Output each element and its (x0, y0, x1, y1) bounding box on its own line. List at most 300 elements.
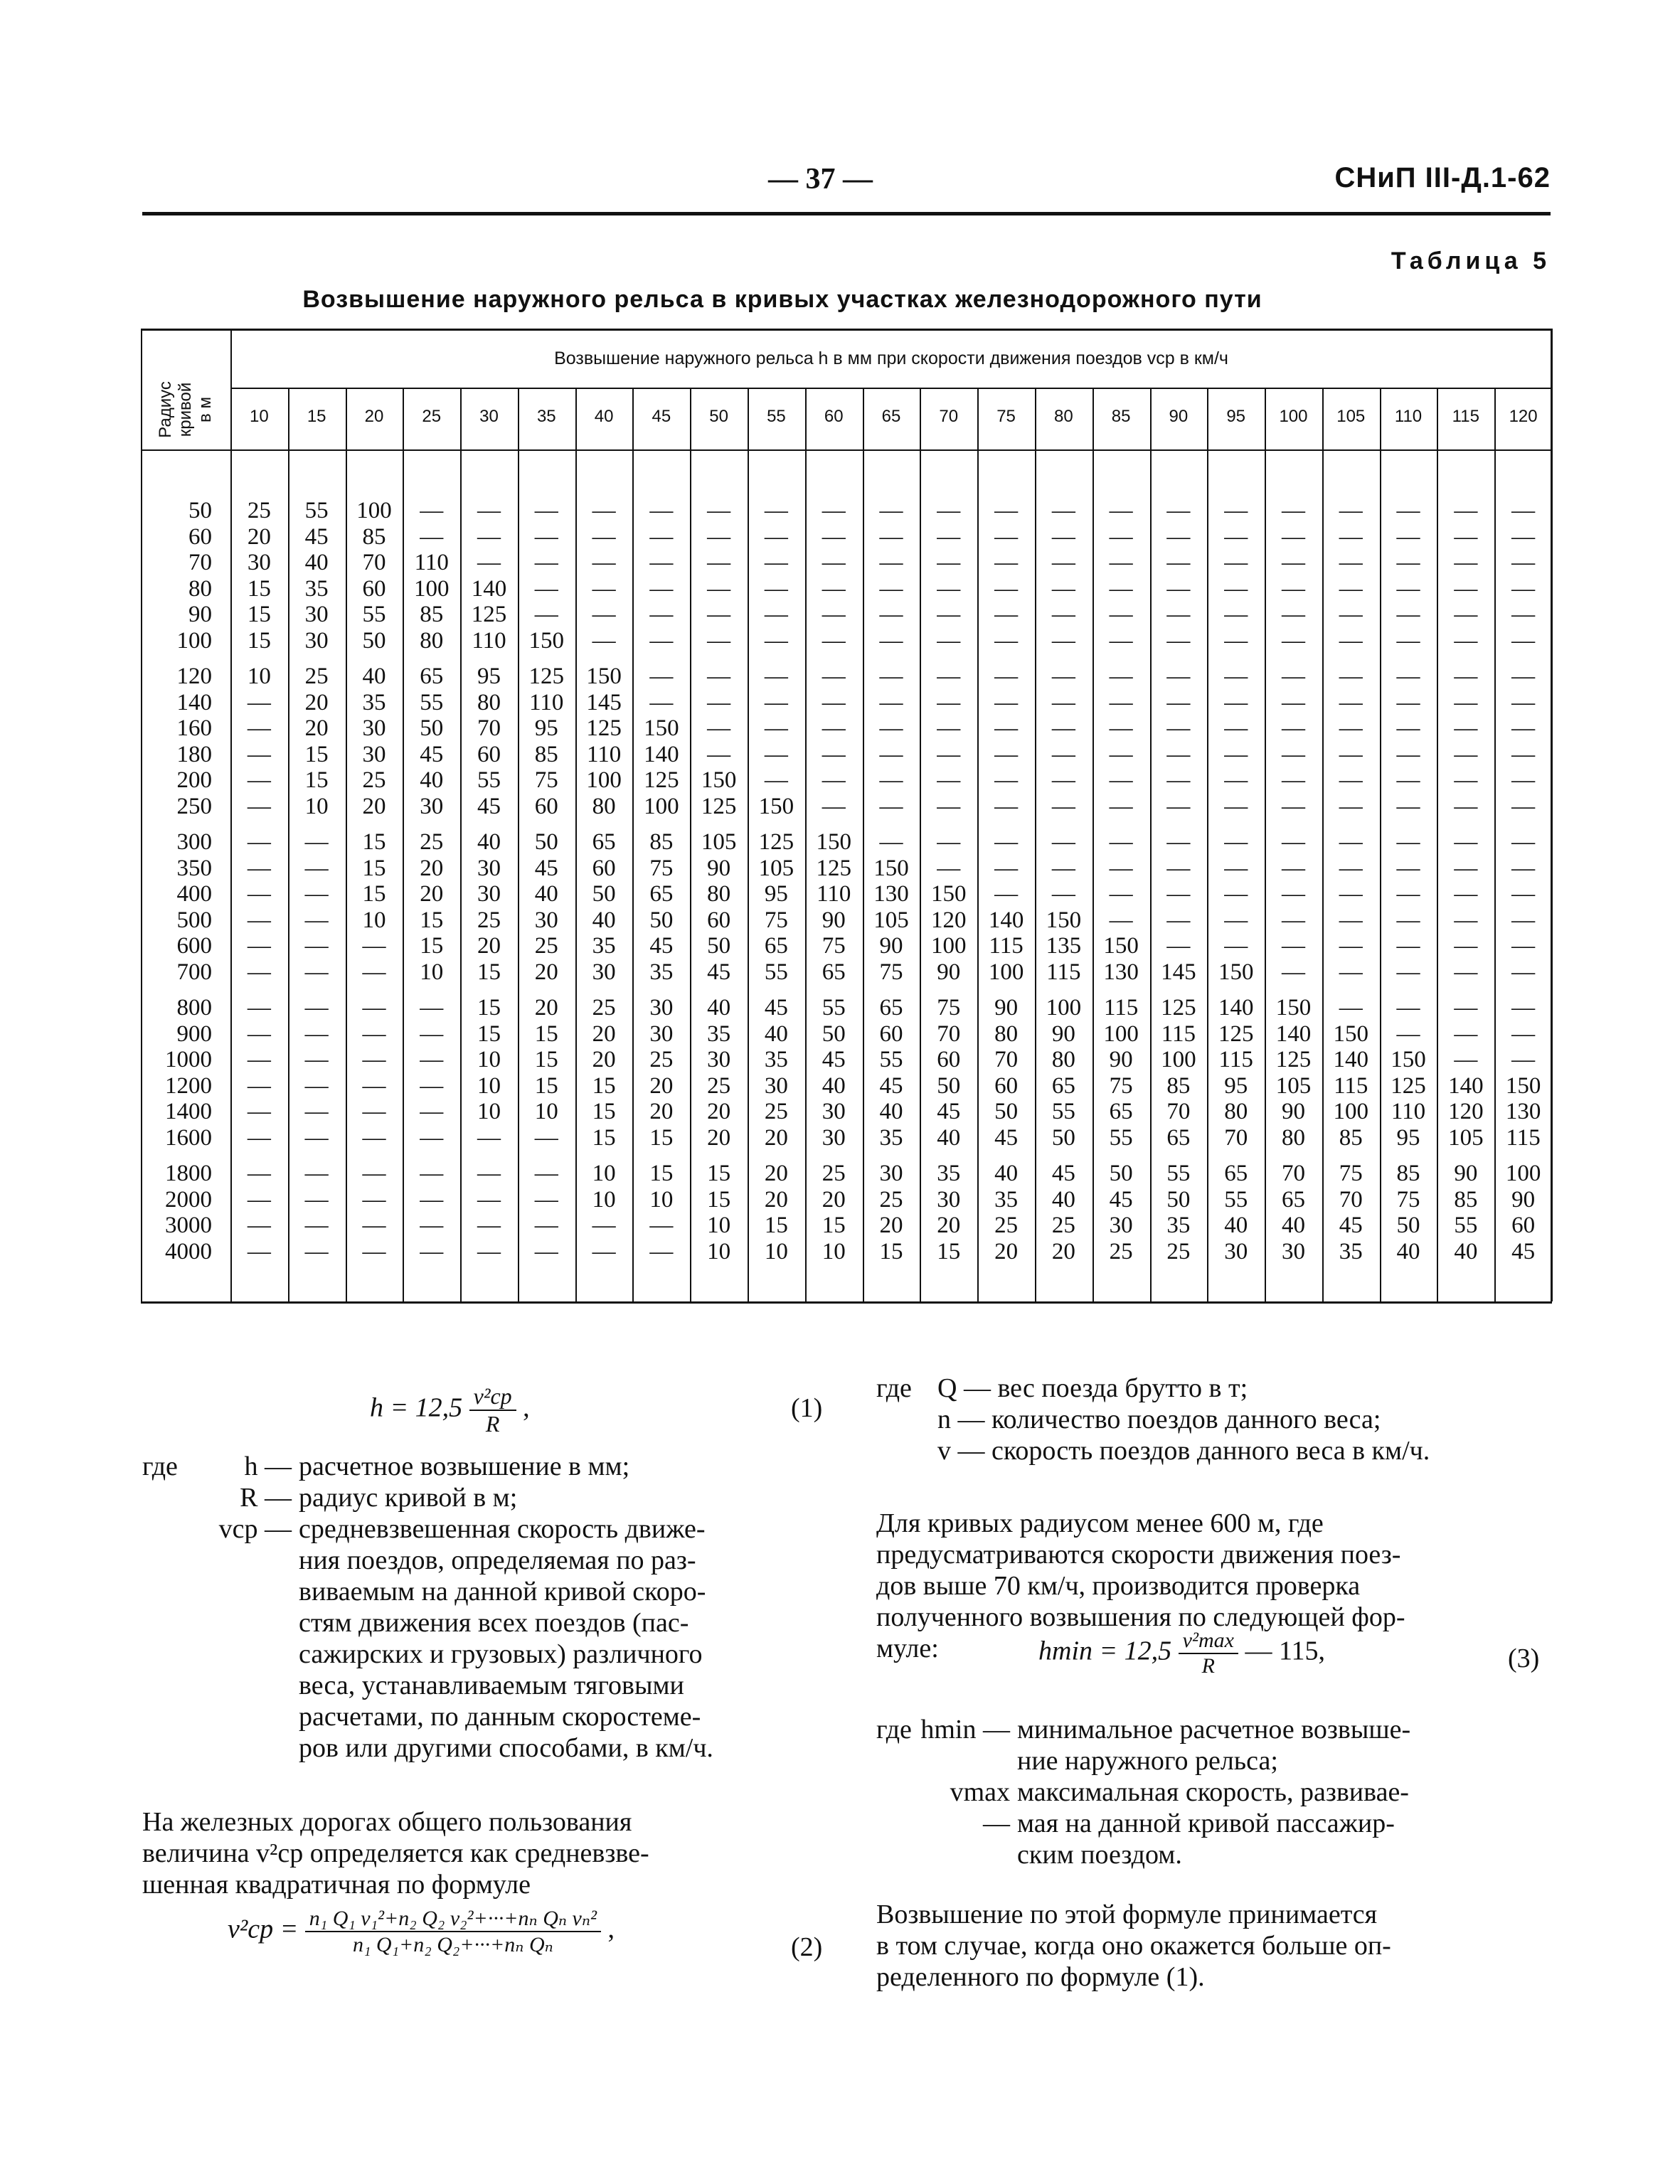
table-cell: — (822, 498, 846, 523)
table-cell: — (1051, 793, 1075, 819)
radius-value: 600 (176, 933, 212, 959)
table-cell: — (247, 1072, 271, 1099)
table-cell: — (247, 793, 271, 819)
table-cell: — (1339, 550, 1363, 575)
table-cell: 60 (879, 1021, 903, 1047)
speed-header: 40 (594, 407, 614, 426)
table-cell: — (1051, 715, 1075, 741)
table-cell: — (247, 855, 271, 881)
table-cell: 140 (471, 575, 507, 602)
formula-3-tail: — 115, (1245, 1636, 1326, 1666)
table-cell: — (994, 881, 1019, 907)
speed-header: 15 (307, 407, 326, 426)
table-cell: — (420, 1072, 444, 1099)
table-cell: — (707, 689, 731, 715)
table-cell: — (1396, 741, 1420, 767)
table-cell: 85 (1339, 1124, 1363, 1151)
table-cell: 45 (707, 959, 731, 985)
table-cell: 10 (477, 1099, 501, 1124)
table-cell: — (247, 1186, 271, 1213)
table-cell: 70 (1224, 1124, 1248, 1151)
table-cell: 140 (644, 741, 679, 767)
table-cell: 20 (649, 1072, 674, 1099)
table-cell: 100 (931, 933, 967, 959)
table-cell: 20 (304, 715, 329, 741)
table-cell: 60 (994, 1072, 1019, 1099)
radius-value: 100 (176, 627, 212, 654)
table-cell: — (1339, 523, 1363, 550)
table-cell: — (937, 829, 961, 855)
table-cell: 20 (764, 1124, 788, 1151)
table-cell: — (1166, 715, 1191, 741)
table-cell: — (994, 855, 1019, 881)
def-r-text: радиус кривой в м; (299, 1483, 518, 1513)
table-cell: — (707, 715, 731, 741)
table-bottom-rule (141, 1301, 1552, 1304)
table-cell: 20 (420, 855, 444, 881)
table-cell: — (1454, 664, 1478, 689)
text-line: предусматриваются скорости движения поез- (876, 1540, 1401, 1570)
text-line: веса, устанавливаемым тяговыми (299, 1671, 684, 1700)
table-cell: 25 (764, 1099, 788, 1124)
table-cell: — (1166, 829, 1191, 855)
speed-header: 35 (536, 407, 556, 426)
table-cell: 25 (707, 1072, 731, 1099)
table-cell: 40 (1051, 1186, 1075, 1213)
table-cell: — (1454, 995, 1478, 1021)
table-cell: 150 (873, 855, 909, 881)
table-cell: — (1281, 855, 1305, 881)
table-cell: 95 (477, 664, 501, 689)
table-cell: 25 (1109, 1238, 1133, 1264)
table-cell: — (1511, 689, 1536, 715)
table-cell: — (592, 498, 616, 523)
radius-value: 80 (188, 575, 212, 602)
table-cell: — (1051, 829, 1075, 855)
table-cell: — (994, 689, 1019, 715)
table-cell: 50 (1396, 1213, 1420, 1238)
table-cell: — (1339, 741, 1363, 767)
table-cell: 15 (879, 1238, 903, 1264)
radius-value: 90 (188, 602, 212, 627)
table-cell: 140 (1333, 1047, 1368, 1072)
table-cell: — (362, 959, 386, 985)
table-cell: — (477, 1238, 501, 1264)
speed-header: 65 (881, 407, 901, 426)
table-cell: 45 (1109, 1186, 1133, 1213)
table-cell: — (304, 855, 329, 881)
table-cell: — (1339, 907, 1363, 933)
def-h-symbol: h — (244, 1451, 292, 1481)
table-cell: 105 (1448, 1124, 1484, 1151)
table-cell: 55 (420, 689, 444, 715)
speed-header: 110 (1394, 407, 1423, 426)
table-cell: 40 (1224, 1213, 1248, 1238)
table-cell: — (247, 715, 271, 741)
table-cell: — (1396, 855, 1420, 881)
header-rule (142, 212, 1551, 215)
table-cell: — (1454, 498, 1478, 523)
table-cell: — (1051, 627, 1075, 654)
table-cell: 40 (707, 995, 731, 1021)
speed-header: 45 (652, 407, 671, 426)
table-cell: — (649, 498, 674, 523)
table-cell: 90 (1281, 1099, 1305, 1124)
table-cell: 85 (1396, 1161, 1420, 1186)
table-cell: 30 (1281, 1238, 1305, 1264)
table-cell: — (1454, 959, 1478, 985)
speed-header: 10 (250, 407, 269, 426)
table-cell: 45 (304, 523, 329, 550)
table-cell: — (1281, 741, 1305, 767)
table-cell: 30 (937, 1186, 961, 1213)
table-cell: 35 (994, 1186, 1019, 1213)
table-cell: 150 (758, 793, 794, 819)
table-cell: 65 (879, 995, 903, 1021)
table-cell: 90 (1109, 1047, 1133, 1072)
table-cell: 80 (994, 1021, 1019, 1047)
table-cell: — (247, 741, 271, 767)
table-cell: 55 (1051, 1099, 1075, 1124)
def-n: n — количество поездов данного веса; (937, 1405, 1381, 1434)
table-cell: — (1224, 627, 1248, 654)
table-cell: 40 (822, 1072, 846, 1099)
table-cell: — (879, 550, 903, 575)
table-cell: 90 (1051, 1021, 1075, 1047)
table-cell: — (1051, 498, 1075, 523)
table-cell: — (534, 1213, 558, 1238)
table-cell: — (994, 550, 1019, 575)
table-cell: 70 (1339, 1186, 1363, 1213)
table-cell: 30 (1224, 1238, 1248, 1264)
formula-2-numerator: n₁ Q₁ v₁²+n₂ Q₂ v₂²+···+nₙ Qₙ vₙ² (305, 1906, 601, 1932)
table-cell: — (1281, 959, 1305, 985)
table-cell: 130 (1505, 1099, 1541, 1124)
table-cell: 110 (529, 689, 564, 715)
formula-3-fraction (1179, 1629, 1238, 1678)
table-cell: — (592, 1213, 616, 1238)
table-cell: — (649, 627, 674, 654)
table-cell: — (1051, 881, 1075, 907)
table-cell: 20 (879, 1213, 903, 1238)
table-cell: 50 (707, 933, 731, 959)
table-cell: — (1454, 741, 1478, 767)
table-cell: 75 (764, 907, 788, 933)
table-cell: 15 (534, 1047, 558, 1072)
table-cell: — (994, 664, 1019, 689)
speed-header: 70 (939, 407, 959, 426)
radius-value: 140 (176, 689, 212, 715)
table-cell: — (304, 933, 329, 959)
table-cell: — (1281, 602, 1305, 627)
table-cell: — (1511, 523, 1536, 550)
table-cell: — (420, 1124, 444, 1151)
def-vmax-symbol: vmax — (950, 1777, 1010, 1838)
table-cell: — (649, 1213, 674, 1238)
table-cell: 65 (1281, 1186, 1305, 1213)
table-cell: 40 (420, 767, 444, 793)
formula-3-denominator: R (1201, 1654, 1215, 1678)
table-cell: — (534, 550, 558, 575)
table-cell: — (937, 855, 961, 881)
table-cell: — (1511, 881, 1536, 907)
table-cell: — (649, 523, 674, 550)
table-cell: 130 (1103, 959, 1139, 985)
table-cell: 20 (534, 959, 558, 985)
table-cell: 40 (304, 550, 329, 575)
table-top-rule (141, 329, 1552, 331)
table-cell: 125 (644, 767, 679, 793)
table-cell: 150 (644, 715, 679, 741)
table-cell: 85 (362, 523, 386, 550)
table-cell: 30 (592, 959, 616, 985)
table-cell: — (1454, 907, 1478, 933)
table-cell: 100 (1103, 1021, 1139, 1047)
table-cell: — (1224, 602, 1248, 627)
formula-3-number: (3) (1508, 1644, 1540, 1673)
table-cell: 25 (477, 907, 501, 933)
table-cell: — (822, 793, 846, 819)
table-cell: 45 (822, 1047, 846, 1072)
table-cell: — (247, 933, 271, 959)
table-cell: — (764, 715, 788, 741)
table-cell: — (362, 995, 386, 1021)
text-line: минимальное расчетное возвыше- (1017, 1715, 1411, 1744)
table-cell: 95 (1224, 1072, 1248, 1099)
table-cell: 75 (822, 933, 846, 959)
table-cell: — (247, 1238, 271, 1264)
table-cell: 15 (649, 1124, 674, 1151)
table-cell: 55 (822, 995, 846, 1021)
text-line: в том случае, когда оно окажется больше оп- (876, 1931, 1391, 1961)
table-cell: 115 (1506, 1124, 1541, 1151)
radius-value: 60 (188, 523, 212, 550)
radius-value: 350 (176, 855, 212, 881)
table-cell: — (304, 1047, 329, 1072)
table-cell: 15 (649, 1161, 674, 1186)
table-cell: 75 (937, 995, 961, 1021)
def-r-symbol: R — (240, 1483, 292, 1513)
table-cell: — (879, 741, 903, 767)
speed-header: 75 (996, 407, 1016, 426)
table-cell: — (879, 829, 903, 855)
table-cell: — (1166, 689, 1191, 715)
table-cell: 15 (477, 959, 501, 985)
table-cell: — (1339, 959, 1363, 985)
table-cell: 60 (592, 855, 616, 881)
table-cell: 35 (1166, 1213, 1191, 1238)
text-line: максимальная скорость, развивае- (1017, 1777, 1409, 1807)
table-cell: — (1281, 689, 1305, 715)
table-cell: 10 (304, 793, 329, 819)
table-cell: 150 (1391, 1047, 1426, 1072)
formula-1 (370, 1383, 530, 1437)
radius-value: 3000 (165, 1213, 212, 1238)
table-cell: 100 (1333, 1099, 1368, 1124)
text-line: муле: (876, 1634, 939, 1663)
table-cell: — (1109, 767, 1133, 793)
table-cell: 50 (937, 1072, 961, 1099)
table-cell: — (1396, 627, 1420, 654)
table-cell: 100 (644, 793, 679, 819)
table-cell: — (1339, 575, 1363, 602)
text-line: стям движения всех поездов (пас- (299, 1608, 689, 1638)
table-cell: 115 (1161, 1021, 1196, 1047)
table-cell: — (304, 1099, 329, 1124)
table-cell: 65 (592, 829, 616, 855)
table-cell: 20 (362, 793, 386, 819)
document-code: СНиП III-Д.1-62 (1334, 162, 1551, 193)
table-cell: — (362, 1238, 386, 1264)
table-cell: — (304, 1021, 329, 1047)
table-cell: — (1396, 881, 1420, 907)
table-cell: 85 (1166, 1072, 1191, 1099)
table-cell: — (247, 959, 271, 985)
table-cell: 45 (937, 1099, 961, 1124)
table-cell: — (362, 1161, 386, 1186)
table-cell: 90 (707, 855, 731, 881)
table-cell: 105 (701, 829, 737, 855)
table-cell: — (1339, 995, 1363, 1021)
table-cell: — (362, 1186, 386, 1213)
table-cell: 10 (822, 1238, 846, 1264)
header-bottom-rule (141, 449, 1552, 451)
def-q: Q — вес поезда брутто в т; (937, 1373, 1248, 1403)
table-cell: 110 (586, 741, 622, 767)
table-cell: — (1454, 689, 1478, 715)
table-cell: — (1339, 627, 1363, 654)
table-cell: — (592, 575, 616, 602)
formula-1-fraction (469, 1383, 516, 1437)
radius-value: 900 (176, 1021, 212, 1047)
table-cell: — (362, 933, 386, 959)
table-cell: 40 (477, 829, 501, 855)
table-cell: — (1051, 767, 1075, 793)
table-cell: 30 (1109, 1213, 1133, 1238)
table-cell: — (1511, 793, 1536, 819)
table-cell: — (1166, 498, 1191, 523)
where-label: где (142, 1451, 178, 1481)
table-cell: — (1396, 959, 1420, 985)
table-cell: — (937, 664, 961, 689)
table-cell: — (420, 523, 444, 550)
table-cell: — (304, 1161, 329, 1186)
table-cell: — (247, 995, 271, 1021)
table-cell: 40 (1454, 1238, 1478, 1264)
table-cell: 125 (758, 829, 794, 855)
where-label-3: где (876, 1715, 912, 1744)
table-cell: — (1109, 793, 1133, 819)
table-cell: 30 (649, 1021, 674, 1047)
text-line: ние наружного рельса; (1017, 1746, 1278, 1776)
table-cell: 60 (362, 575, 386, 602)
table-cell: — (707, 523, 731, 550)
table-cell: 25 (822, 1161, 846, 1186)
table-cell: — (1109, 627, 1133, 654)
speed-header: 85 (1111, 407, 1131, 426)
formula-2-fraction (305, 1906, 601, 1957)
table-cell: 50 (592, 881, 616, 907)
table-cell: 30 (764, 1072, 788, 1099)
table-cell: 35 (362, 689, 386, 715)
table-cell: — (707, 498, 731, 523)
table-cell: — (1511, 550, 1536, 575)
table-cell: 120 (1448, 1099, 1484, 1124)
table-cell: — (1109, 855, 1133, 881)
table-cell: 45 (649, 933, 674, 959)
table-cell: — (1339, 767, 1363, 793)
table-cell: 55 (304, 498, 329, 523)
table-cell: 30 (477, 855, 501, 881)
table-cell: 150 (816, 829, 851, 855)
table-cell: 35 (879, 1124, 903, 1151)
table-cell: — (1051, 550, 1075, 575)
table-cell: 70 (1281, 1161, 1305, 1186)
table-cell: — (304, 1213, 329, 1238)
table-cell: — (1454, 550, 1478, 575)
table-cell: 45 (879, 1072, 903, 1099)
table-cell: — (822, 664, 846, 689)
table-cell: — (420, 1047, 444, 1072)
table-cell: — (1511, 715, 1536, 741)
table-cell: 45 (420, 741, 444, 767)
table-cell: 15 (304, 741, 329, 767)
table-cell: 90 (1454, 1161, 1478, 1186)
radius-header (141, 329, 230, 486)
table-cell: — (1166, 550, 1191, 575)
table-cell: — (879, 689, 903, 715)
table-cell: 35 (707, 1021, 731, 1047)
table-cell: 125 (701, 793, 737, 819)
table-cell: 145 (586, 689, 622, 715)
table-cell: 140 (1448, 1072, 1484, 1099)
table-cell: 100 (586, 767, 622, 793)
table-cell: — (994, 627, 1019, 654)
table-cell: — (1511, 933, 1536, 959)
table-cell: — (477, 1161, 501, 1186)
table-cell: 55 (1109, 1124, 1133, 1151)
table-cell: — (1281, 907, 1305, 933)
table-cell: — (994, 829, 1019, 855)
table-cell: 15 (937, 1238, 961, 1264)
def-hmin-symbol: hmin — (920, 1715, 1010, 1744)
table-cell: 65 (420, 664, 444, 689)
text-line: ния поездов, определяемая по раз- (299, 1545, 696, 1575)
table-cell: 150 (1333, 1021, 1368, 1047)
table-cell: 20 (937, 1213, 961, 1238)
table-cell: — (1281, 881, 1305, 907)
formula-1-tail: , (523, 1392, 530, 1423)
table-cell: — (764, 498, 788, 523)
radius-value: 800 (176, 995, 212, 1021)
table-cell: 145 (1161, 959, 1196, 985)
table-cell: — (1454, 602, 1478, 627)
table-cell: 15 (304, 767, 329, 793)
table-cell: — (764, 767, 788, 793)
table-cell: — (304, 1072, 329, 1099)
table-cell: — (1166, 881, 1191, 907)
table-cell: 90 (937, 959, 961, 985)
table-cell: — (1109, 829, 1133, 855)
table-cell: 55 (879, 1047, 903, 1072)
text-line: На железных дорогах общего пользования (142, 1807, 632, 1837)
table-cell: 20 (994, 1238, 1019, 1264)
speed-header: 50 (709, 407, 728, 426)
table-cell: — (1281, 550, 1305, 575)
table-cell: 50 (420, 715, 444, 741)
table-cell: 100 (356, 498, 392, 523)
speed-header: 115 (1452, 407, 1479, 426)
